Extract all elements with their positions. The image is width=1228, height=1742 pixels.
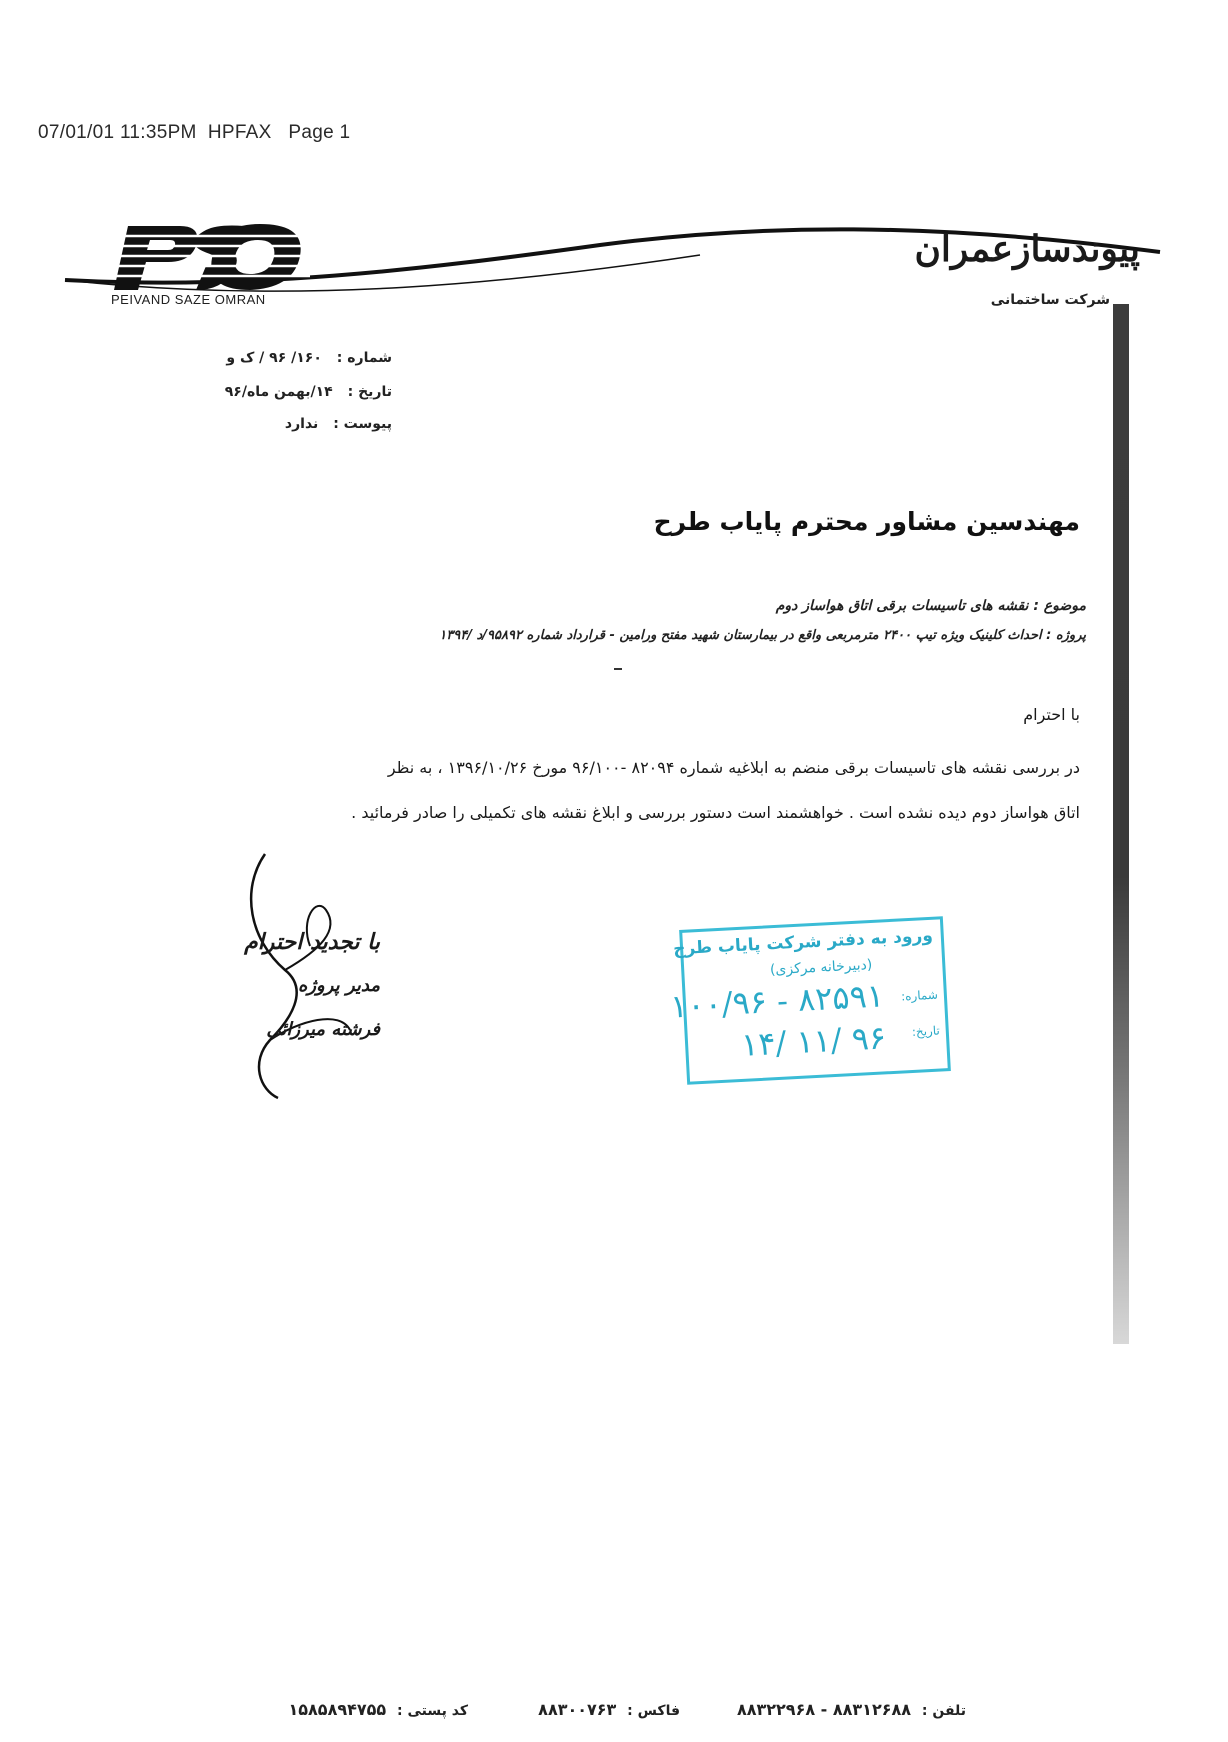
- fax-scan-edge: [1113, 304, 1129, 1344]
- stamp-date-label: تاریخ:: [911, 1023, 941, 1039]
- footer-fax-value: ۸۸۳۰۰۷۶۳: [538, 1700, 617, 1719]
- signer-name: فرشته میرزائی: [266, 1019, 380, 1040]
- pso-logo-caption: PEIVAND SAZE OMRAN: [111, 292, 266, 307]
- letter-attachment-value: ندارد: [284, 416, 319, 432]
- stamp-line2: (دبیرخانه مرکزی): [769, 956, 873, 979]
- letter-body: [160, 745, 1080, 835]
- letter-attachment-label: پیوست :: [333, 416, 392, 432]
- stamp-line1: ورود به دفتر شرکت پایاب طرح: [672, 925, 934, 960]
- letter-date: [225, 384, 392, 400]
- fax-header: 07/01/01 11:35PM HPFAX Page 1: [38, 122, 351, 143]
- footer-fax: [538, 1700, 680, 1719]
- separator-dash: [614, 668, 622, 670]
- letter-subject: موضوع : نقشه های تاسیسات برقی اتاق هواساز دوم: [775, 598, 1086, 614]
- letter-body-line: اتاق هواساز دوم دیده نشده است . خواهشمند است دستور بررسی و ابلاغ نقشه های تکمیلی را صادر فرمائید .: [351, 803, 1080, 822]
- recipient-heading: مهندسین مشاور محترم پایاب طرح: [653, 507, 1080, 536]
- greeting: با احترام: [1023, 705, 1080, 724]
- letter-date-value: ۱۴/بهمن ماه/۹۶: [224, 384, 333, 400]
- company-subtitle-fa: شرکت ساختمانی: [990, 292, 1110, 308]
- letter-project: پروژه : احداث کلینیک ویژه تیپ ۲۴۰۰ مترمربعی واقع در بیمارستان شهید مفتح ورامین - قرارداد شماره ۹۵۸۹۲/د /۱۳۹۴: [439, 628, 1086, 643]
- footer-postal-value: ۱۵۸۵۸۹۴۷۵۵: [288, 1700, 387, 1719]
- footer-fax-label: فاکس :: [627, 1703, 680, 1719]
- letter-attachment: [285, 416, 392, 432]
- footer-postal: [289, 1700, 469, 1719]
- stamp-number-value: ۸۲۵۹۱ - ۱۰۰/۹۶: [669, 976, 885, 1026]
- letter-date-label: تاریخ :: [347, 384, 392, 400]
- letter-number-label: شماره :: [336, 350, 392, 366]
- stamp-date-value: ۹۶ /۱۱ /۱۴: [740, 1018, 888, 1064]
- receipt-stamp: [669, 916, 951, 1085]
- footer-phone-label: تلفن :: [921, 1703, 966, 1719]
- company-name-fa: پیوندسازعمران: [914, 228, 1140, 270]
- closing-regards: با تجدید احترام: [244, 929, 380, 955]
- footer-phone-value: ۸۸۳۱۲۶۸۸ - ۸۸۳۲۲۹۶۸: [736, 1700, 911, 1719]
- footer-postal-label: کد پستی :: [397, 1703, 468, 1719]
- letter-body-line: در بررسی نقشه های تاسیسات برقی منضم به ابلاغیه شماره ۸۲۰۹۴ -۹۶/۱۰۰ مورخ ۱۳۹۶/۱۰/۲۶ ، به نظر: [387, 758, 1080, 777]
- stamp-number-label: شماره:: [900, 987, 939, 1004]
- footer-phone: [737, 1700, 966, 1719]
- signer-title: مدیر پروژه: [297, 975, 380, 996]
- company-logo-fa: [900, 228, 1140, 270]
- letter-number: [226, 350, 392, 366]
- closing-block: [210, 920, 380, 1052]
- letter-number-value: ۱۶۰/ ۹۶ / ک و: [226, 350, 322, 366]
- pso-logo: [110, 222, 310, 294]
